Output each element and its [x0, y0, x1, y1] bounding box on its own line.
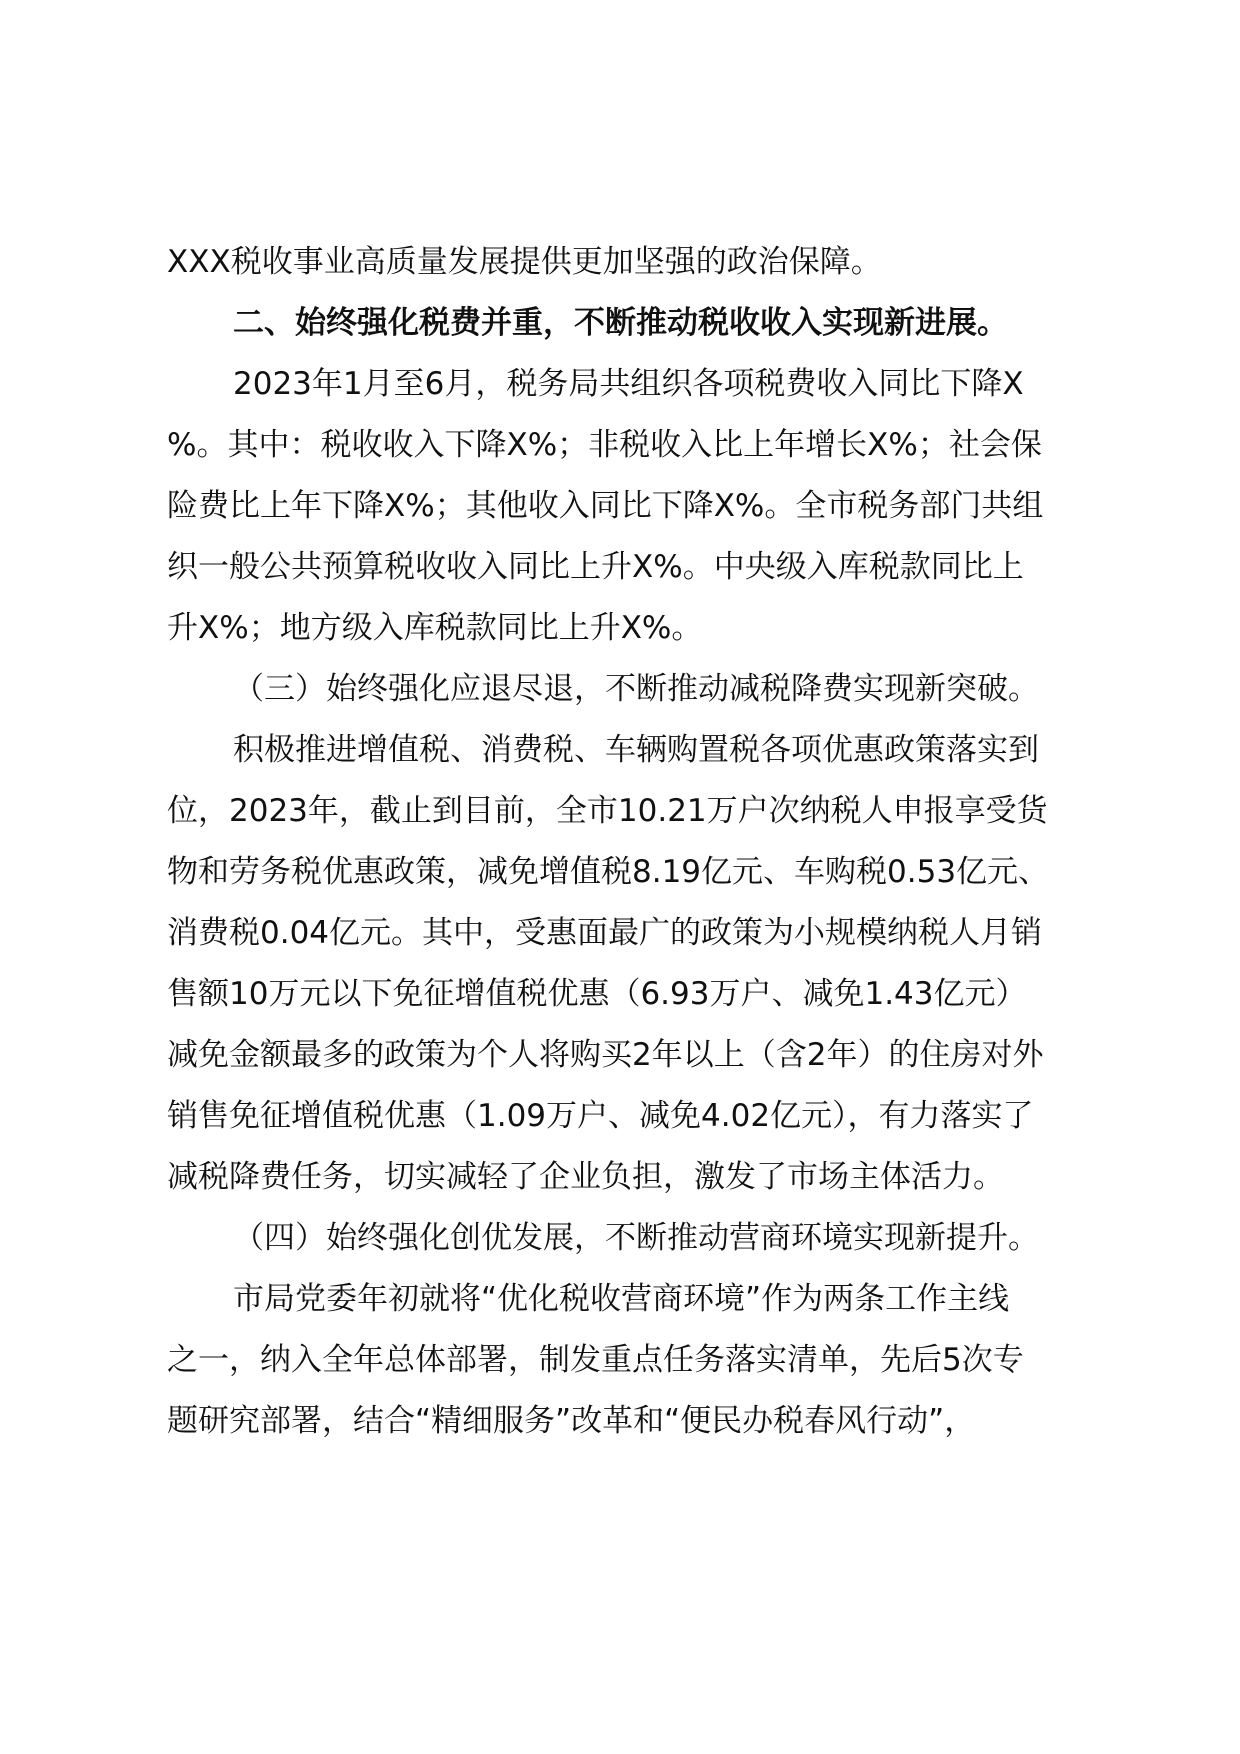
text-line: 险费比上年下降X%；其他收入同比下降X%。全市税务部门共组 — [167, 488, 1044, 524]
text-line: 减免金额最多的政策为个人将购买2年以上（含2年）的住房对外 — [167, 1037, 1044, 1073]
text-line: 之一，纳入全年总体部署，制发重点任务落实清单，先后5次专 — [167, 1342, 1024, 1378]
text-line: 销售免征增值税优惠（1.09万户、减免4.02亿元），有力落实了 — [167, 1098, 1034, 1134]
text-line: 消费税0.04亿元。其中，受惠面最广的政策为小规模纳税人月销 — [167, 915, 1043, 951]
text-line: 物和劳务税优惠政策，减免增值税8.19亿元、车购税0.53亿元、 — [167, 854, 1050, 890]
text-line: 升X%；地方级入库税款同比上升X%。 — [167, 610, 703, 646]
subsection-heading: （三）始终强化应退尽退，不断推动减税降费实现新突破。 — [233, 671, 1039, 707]
section-heading: 二、始终强化税费并重，不断推动税收收入实现新进展。 — [233, 305, 1008, 341]
text-line: %。其中：税收收入下降X%；非税收入比上年增长X%；社会保 — [167, 427, 1042, 463]
text-line: 市局党委年初就将“优化税收营商环境”作为两条工作主线 — [233, 1281, 1010, 1317]
text-line: 位，2023年，截止到目前，全市10.21万户次纳税人申报享受货 — [167, 793, 1048, 829]
text-line: 售额10万元以下免征增值税优惠（6.93万户、减免1.43亿元） — [167, 976, 1027, 1012]
body-text — [167, 232, 1115, 1452]
text-line: 织一般公共预算税收收入同比上升X%。中央级入库税款同比上 — [167, 549, 1024, 585]
text-line: XXX税收事业高质量发展提供更加坚强的政治保障。 — [167, 244, 882, 280]
text-line: 题研究部署，结合“精细服务”改革和“便民办税春风行动”， — [167, 1403, 976, 1439]
subsection-heading: （四）始终强化创优发展，不断推动营商环境实现新提升。 — [233, 1220, 1039, 1256]
text-line: 积极推进增值税、消费税、车辆购置税各项优惠政策落实到 — [233, 732, 1039, 768]
text-line: 2023年1月至6月，税务局共组织各项税费收入同比下降X — [233, 366, 1024, 402]
text-line: 减税降费任务，切实减轻了企业负担，激发了市场主体活力。 — [167, 1159, 1004, 1195]
